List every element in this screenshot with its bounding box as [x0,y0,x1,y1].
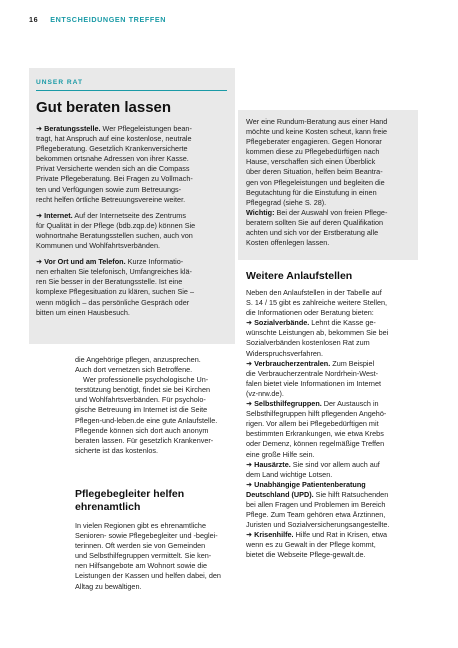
arrow-icon: ➜ [246,358,253,368]
arrow-icon: ➜ [246,479,253,489]
item-label: Beratungsstelle. [44,124,101,133]
list-item: ➜ Selbsthilfegruppen. Der Austausch in Selbsthilfegruppen hilft pflegenden Angehö- rigen. Vor allem bei Pflegebedürftigen mit bestimmten Erkrankungen, wie etwa Krebs oder Demenz, können regelmäßige Treffen eine große Hilfe sein. [246,399,387,459]
arrow-icon: ➜ [246,399,253,409]
page-number: 16 [29,15,39,24]
body-column-left [75,355,231,456]
body-paragraph: die Angehörige pflegen, anzusprechen. Auch dort vernetzen sich Betroffene. [75,355,201,375]
list-item: ➜ Unabhängige Patientenberatung Deutschland (UPD). Sie hilft Ratsuchenden bei allen Fragen und Problemen im Bereich Pflege. Zum Team gehören etwa Ärztinnen, Juristen und Sozialversicherungsangestellte. [246,479,390,530]
box-item: ➜ Beratungsstelle. Wer Pflegeleistungen bean- tragt, hat Anspruch auf eine kostenlose, neutrale Pflegeberatung. Gesetzlich Krankenversicherte bekommen ortsnahe Adressen von ihrer Kasse. Privat Versicherte wenden sich an die Compass Private Pflegeberatung. Bei Fragen zu Vollmach- ten und Verfügungen sowie zum Betreuungs- recht helfen örtliche Betreuungsvereine weiter. [36,124,193,204]
list-item: ➜ Verbraucherzentralen. Zum Beispiel die Verbraucherzentrale Nordrhein-West- falen bietet viele Informationen im Internet (vz-nrw.de). [246,358,382,398]
box-kicker: UNSER RAT [36,79,83,86]
running-header [29,15,166,24]
kicker-divider [36,90,227,91]
section-heading: Weitere Anlaufstellen [246,270,353,282]
arrow-icon: ➜ [36,210,43,220]
list-item: ➜ Hausärzte. Sie sind vor allem auch auf dem Land wichtige Lotsen. [246,459,380,479]
body-column-right [246,288,416,561]
body-paragraph: In vielen Regionen gibt es ehrenamtliche Senioren- sowie Pflegebegleiter und -beglei- terinnen. Oft werden sie von Gemeinden und Selbsthilfegruppen vermittelt. Sie ken- nen Hilfsangebote am Wohnort sowie die Leistungen der Kassen und helfen dabei, den Alltag zu bewältigen. [75,521,221,591]
box-paragraph: Wer eine Rundum-Beratung aus einer Hand möchte und keine Kosten scheut, kann freie Pflegeberater engagieren. Gegen Honorar kommen diese zu Pflegebedürftigen nach Hause, verschaffen sich einen Überblick über deren Situation, helfen beim Beantra- gen von Pflegeleistungen und begleiten die Begutachtung für die Einstufung in einen Pflegegrad (siehe S. 28). [246,117,388,207]
box-column-left [36,124,228,318]
arrow-icon: ➜ [246,459,253,469]
box-item: ➜ Vor Ort und am Telefon. Kurze Informatio- nen erhalten Sie telefonisch, Umfangreiches klä- ren Sie besser in der Beratungsstelle. Ist eine komplexe Pflegesituation zu klären, suchen Sie – wenn möglich – das persönliche Gespräch oder bitten um einen Hausbesuch. [36,257,194,317]
section-heading: Pflegebegleiter helfen ehrenamtlich [75,488,185,513]
box-item: ➜ Internet. Auf der Internetseite des Zentrums für Qualität in der Pflege (bdb.zqp.de) können Sie wohnortnahe Beratungsstellen suchen, auch von Kommunen und Wohlfahrtsverbänden. [36,210,196,251]
note-label: Wichtig: [246,207,275,217]
body-column-left-2 [75,521,235,592]
list-item: ➜ Sozialverbände. Lehnt die Kasse ge- wünschte Leistungen ab, bekommen Sie bei Sozialverbänden kostenlosen Rat zum Widerspruchsverfahren. [246,318,389,358]
arrow-icon: ➜ [246,530,253,540]
arrow-icon: ➜ [36,257,43,267]
list-item: ➜ Krisenhilfe. Hilfe und Rat in Krisen, etwa wenn es zu Gewalt in der Pflege kommt, bietet die Webseite Pflege-gewalt.de. [246,530,388,560]
upd-label: Deutschland (UPD). [246,489,314,499]
box-column-right [246,117,412,248]
item-label: Internet. [44,210,73,220]
section-title: ENTSCHEIDUNGEN TREFFEN [50,15,167,24]
box-note: Wichtig: Bei der Auswahl von freien Pflege- beratern sollten Sie auf deren Qualifikation achten und sich vor der Erstberatung alle Kosten offenlegen lassen. [246,207,388,248]
arrow-icon: ➜ [36,124,43,133]
arrow-icon: ➜ [246,318,253,328]
item-label: Vor Ort und am Telefon. [44,257,126,267]
box-title: Gut beraten lassen [36,99,172,116]
body-paragraph: Neben den Anlaufstellen in der Tabelle auf S. 14 / 15 gibt es zahlreiche weitere Stellen, die Informationen oder Beratung bieten: [246,288,388,318]
body-paragraph: Wer professionelle psychologische Un- terstützung benötigt, findet sie bei Kirchen und Wohlfahrtsverbänden. Für psycholo- gische Betreuung im Internet ist die Seite Pflegen-und-leben.de eine gute Anlaufstelle. Pflegende können sich dort auch anonym beraten lassen. Für gesetzlich Krankenver- sicherte ist das kostenlos. [75,375,218,455]
